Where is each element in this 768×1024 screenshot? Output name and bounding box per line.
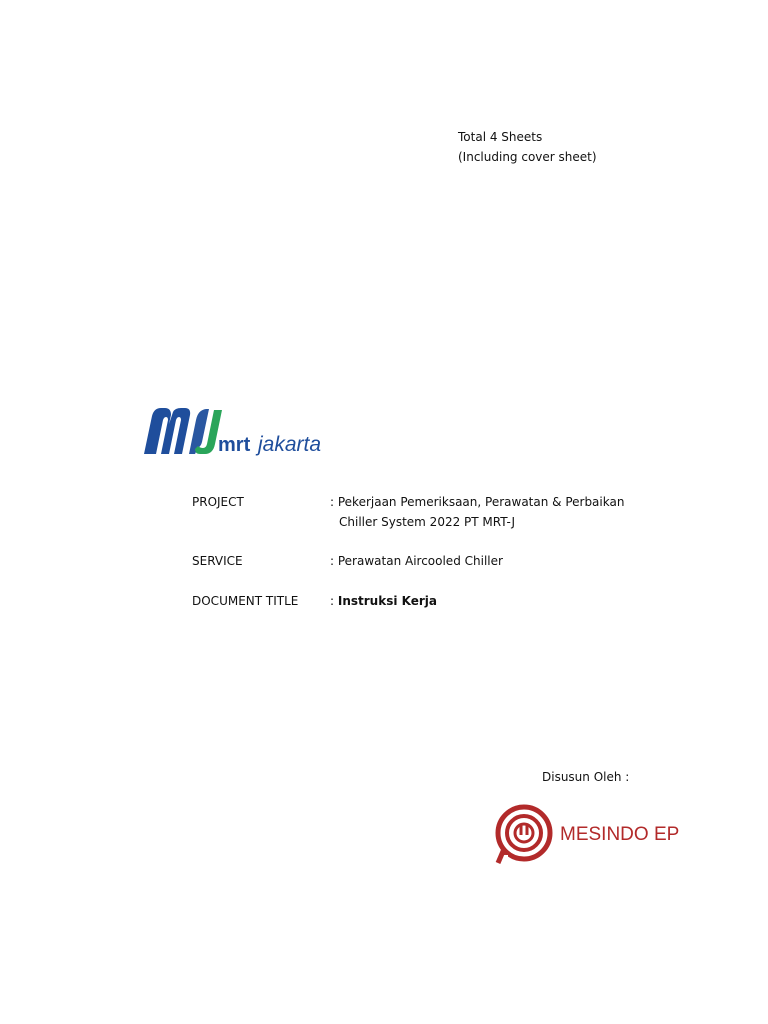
mesindo-emblem-icon [498,807,550,859]
sheet-count-line: Total 4 Sheets [458,130,543,144]
project-label: PROJECT [192,495,244,509]
document-title-separator: : [330,594,338,608]
project-value-line2: Chiller System 2022 PT MRT-J [339,515,515,529]
mrt-jakarta-logo [143,402,343,462]
service-value: : Perawatan Aircooled Chiller [330,554,503,568]
project-value-line1: : Pekerjaan Pemeriksaan, Perawatan & Perbaikan [330,495,625,509]
sheet-count-info [458,127,597,167]
mrt-text: mrt [218,434,251,456]
mesindo-text: MESINDO EP [560,824,680,845]
document-title-value-wrap [330,591,437,611]
jakarta-text: jakarta [258,433,322,456]
project-value [330,492,624,532]
mesindo-ep-logo [494,803,680,867]
document-title-value: Instruksi Kerja [337,594,437,608]
cover-sheet-note: (Including cover sheet) [458,150,597,164]
prepared-by-label: Disusun Oleh : [542,770,630,784]
document-title-label: DOCUMENT TITLE [192,594,299,608]
service-label: SERVICE [192,554,243,568]
